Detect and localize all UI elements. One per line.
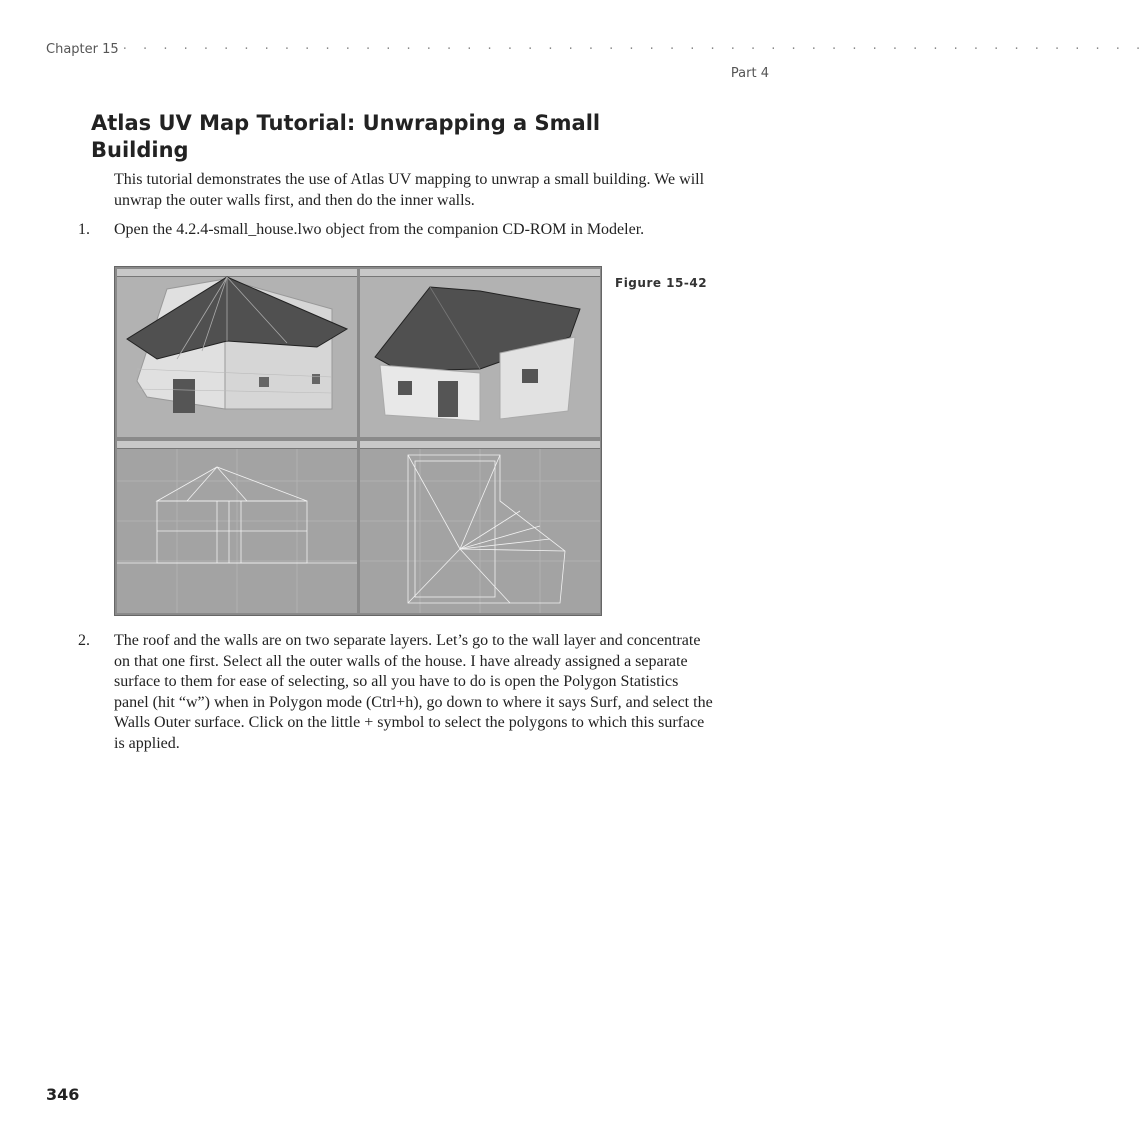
viewport-front-wireframe	[117, 441, 357, 613]
house-perspective-render-alt	[360, 269, 600, 437]
viewport-perspective-right	[360, 269, 600, 437]
running-header-chapter	[46, 42, 1146, 57]
house-perspective-render	[117, 269, 357, 437]
viewport-perspective-left	[117, 269, 357, 437]
house-top-wireframe	[360, 441, 600, 613]
step-2-text: The roof and the walls are on two separate layers. Let’s go to the wall layer and concentrate on that one first. Select all the outer walls of the house. I have already assigned a separate surface to them for ease of selecting, so all you have to do is open the Polygon Statistics panel (hit “w”) when in Polygon mode (Ctrl+h), go down to where it says Surf, and select the Walls Outer surface. Click on the little + symbol to select the polygons to which this surface is applied.	[114, 632, 713, 752]
step-1-number: 1.	[78, 221, 90, 238]
section-title: Atlas UV Map Tutorial: Unwrapping a Small Building	[91, 111, 601, 162]
viewport-top-wireframe	[360, 441, 600, 613]
intro-paragraph: This tutorial demonstrates the use of Atlas UV mapping to unwrap a small building. We will unwrap the outer walls first, and then do the inner walls.	[114, 171, 705, 209]
house-front-wireframe	[117, 441, 357, 613]
running-header-part: Part 4	[730, 66, 769, 81]
step-1-text: Open the 4.2.4-small_house.lwo object from the companion CD-ROM in Modeler.	[114, 221, 645, 238]
figure-caption: Figure 15-42	[615, 276, 708, 290]
page-number: 346	[46, 1085, 80, 1104]
header-dot-leader: · · · · · · · · · · · · · · · · · · · · · · · · · · · · · · · · · · · · · · · · · · · · · · · · · · ·	[122, 42, 1146, 57]
step-2-number: 2.	[78, 632, 90, 649]
modeler-screenshot-figure	[114, 266, 602, 616]
chapter-label: Chapter 15	[46, 42, 119, 57]
